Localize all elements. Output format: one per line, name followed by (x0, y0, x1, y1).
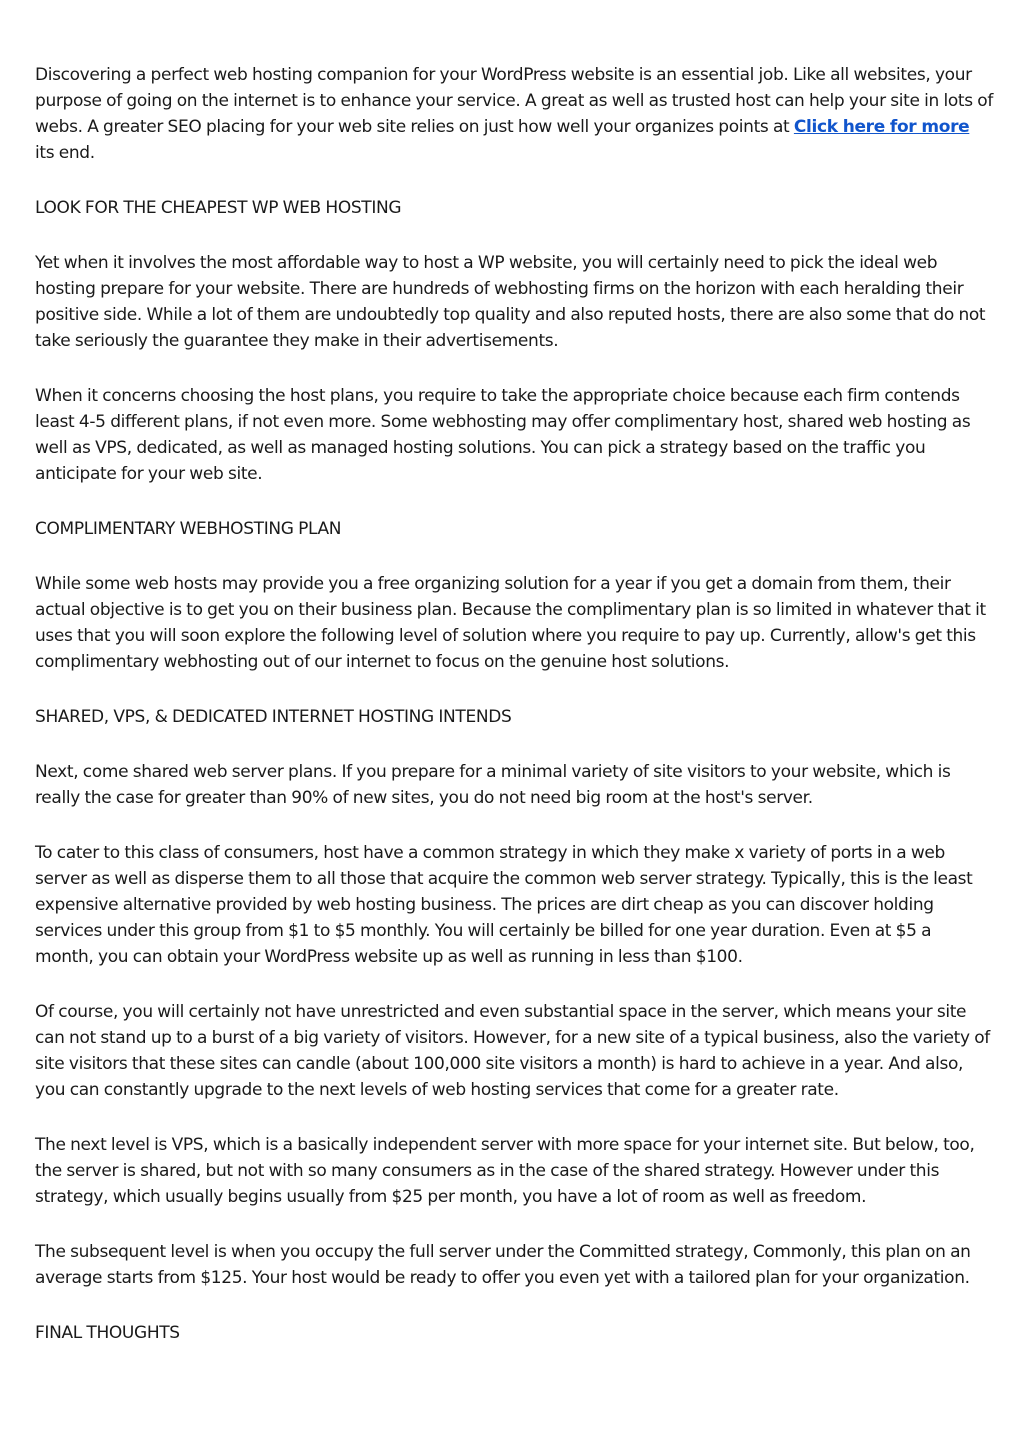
paragraph: The subsequent level is when you occupy the full server under the Committed strategy, Commonly, this plan on an average starts from $125. Your host would be ready to offer you even yet with a tailored plan for your organization. (35, 1242, 971, 1288)
paragraph: Yet when it involves the most affordable way to host a WP website, you will certainly need to pick the ideal web hosting prepare for your website. There are hundreds of webhosting firms on the horizon with each heralding their positive side. While a lot of them are undoubtedly top quality and also reputed hosts, there are also some that do not take seriously the guarantee they make in their advertisements. (35, 253, 986, 351)
paragraph: When it concerns choosing the host plans, you require to take the appropriate choice because each firm contends least 4-5 different plans, if not even more. Some webhosting may offer complimentary host, shared web hosting as well as VPS, dedicated, as well as managed hosting solutions. You can pick a strategy based on the traffic you anticipate for your web site. (35, 386, 971, 484)
intro-text: Discovering a perfect web hosting companion for your WordPress website is an essential job. Like all websites, your purpose of going on the internet is to enhance your service. A great as well as trusted host can help your site in lots of webs. A greater SEO placing for your web site relies on just how well your organizes points at (35, 65, 993, 137)
paragraph: Next, come shared web server plans. If you prepare for a minimal variety of site visitors to your website, which is really the case for greater than 90% of new sites, you do not need big room at the host's server. (35, 762, 951, 808)
section-heading-complimentary-plan: COMPLIMENTARY WEBHOSTING PLAN (35, 519, 342, 539)
intro-text-end: its end. (35, 143, 95, 163)
intro-paragraph (35, 62, 993, 166)
click-here-link[interactable]: Click here for more (793, 117, 970, 137)
paragraph: The next level is VPS, which is a basically independent server with more space for your internet site. But below, too, the server is shared, but not with so many consumers as in the case of the shared strategy. However under this strategy, which usually begins usually from $25 per month, you have a lot of room as well as freedom. (35, 1135, 975, 1207)
section-heading-shared-vps-dedicated: SHARED, VPS, & DEDICATED INTERNET HOSTING INTENDS (35, 707, 512, 727)
paragraph: Of course, you will certainly not have unrestricted and even substantial space in the server, which means your site can not stand up to a burst of a big variety of visitors. However, for a new site of a typical business, also the variety of site visitors that these sites can candle (about 100,000 site visitors a month) is hard to achieve in a year. And also, you can constantly upgrade to the next levels of web hosting services that come for a greater rate. (35, 1002, 990, 1100)
paragraph: To cater to this class of consumers, host have a common strategy in which they make x variety of ports in a web server as well as disperse them to all those that acquire the common web server strategy. Typically, this is the least expensive alternative provided by web hosting business. The prices are dirt cheap as you can discover holding services under this group from $1 to $5 monthly. You will certainly be billed for one year duration. Even at $5 a month, you can obtain your WordPress website up as well as running in less than $100. (35, 843, 973, 967)
section-heading-final-thoughts: FINAL THOUGHTS (35, 1323, 180, 1343)
document-body (35, 62, 993, 1375)
section-heading-cheapest-hosting: LOOK FOR THE CHEAPEST WP WEB HOSTING (35, 198, 402, 218)
paragraph: While some web hosts may provide you a free organizing solution for a year if you get a domain from them, their actual objective is to get you on their business plan. Because the complimentary plan is so limited in whatever that it uses that you will soon explore the following level of solution where you require to pay up. Currently, allow's get this complimentary webhosting out of our internet to focus on the genuine host solutions. (35, 574, 986, 672)
